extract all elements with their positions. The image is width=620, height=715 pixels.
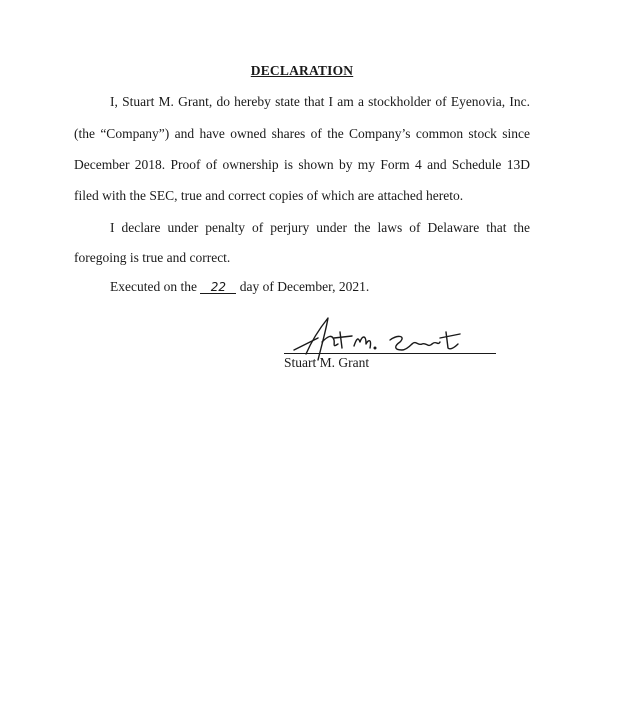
paragraph-1-line-1: I, Stuart M. Grant, do hereby state that I am a stockholder of Eyenovia, Inc. [110,94,530,109]
paragraph-2-line-1: I declare under penalty of perjury under the laws of Delaware that the [110,220,530,235]
execution-line [110,279,369,295]
signature-line [284,353,496,354]
paragraph-2-line-2: foregoing is true and correct. [74,250,231,265]
execution-prefix: Executed on the [110,279,197,294]
execution-day-blank: 22 [200,281,236,294]
signature-block [282,310,502,370]
paragraph-1-line-4: filed with the SEC, true and correct copies of which are attached hereto. [74,188,464,203]
paragraph-1-line-3: December 2018. Proof of ownership is shown by my Form 4 and Schedule 13D [74,157,530,172]
execution-suffix: day of December, 2021. [239,279,370,294]
paragraph-1-line-2: (the “Company”) and have owned shares of the Company’s common stock since [74,126,530,141]
document-title: DECLARATION [250,63,354,78]
signatory-name: Stuart M. Grant [284,355,370,370]
